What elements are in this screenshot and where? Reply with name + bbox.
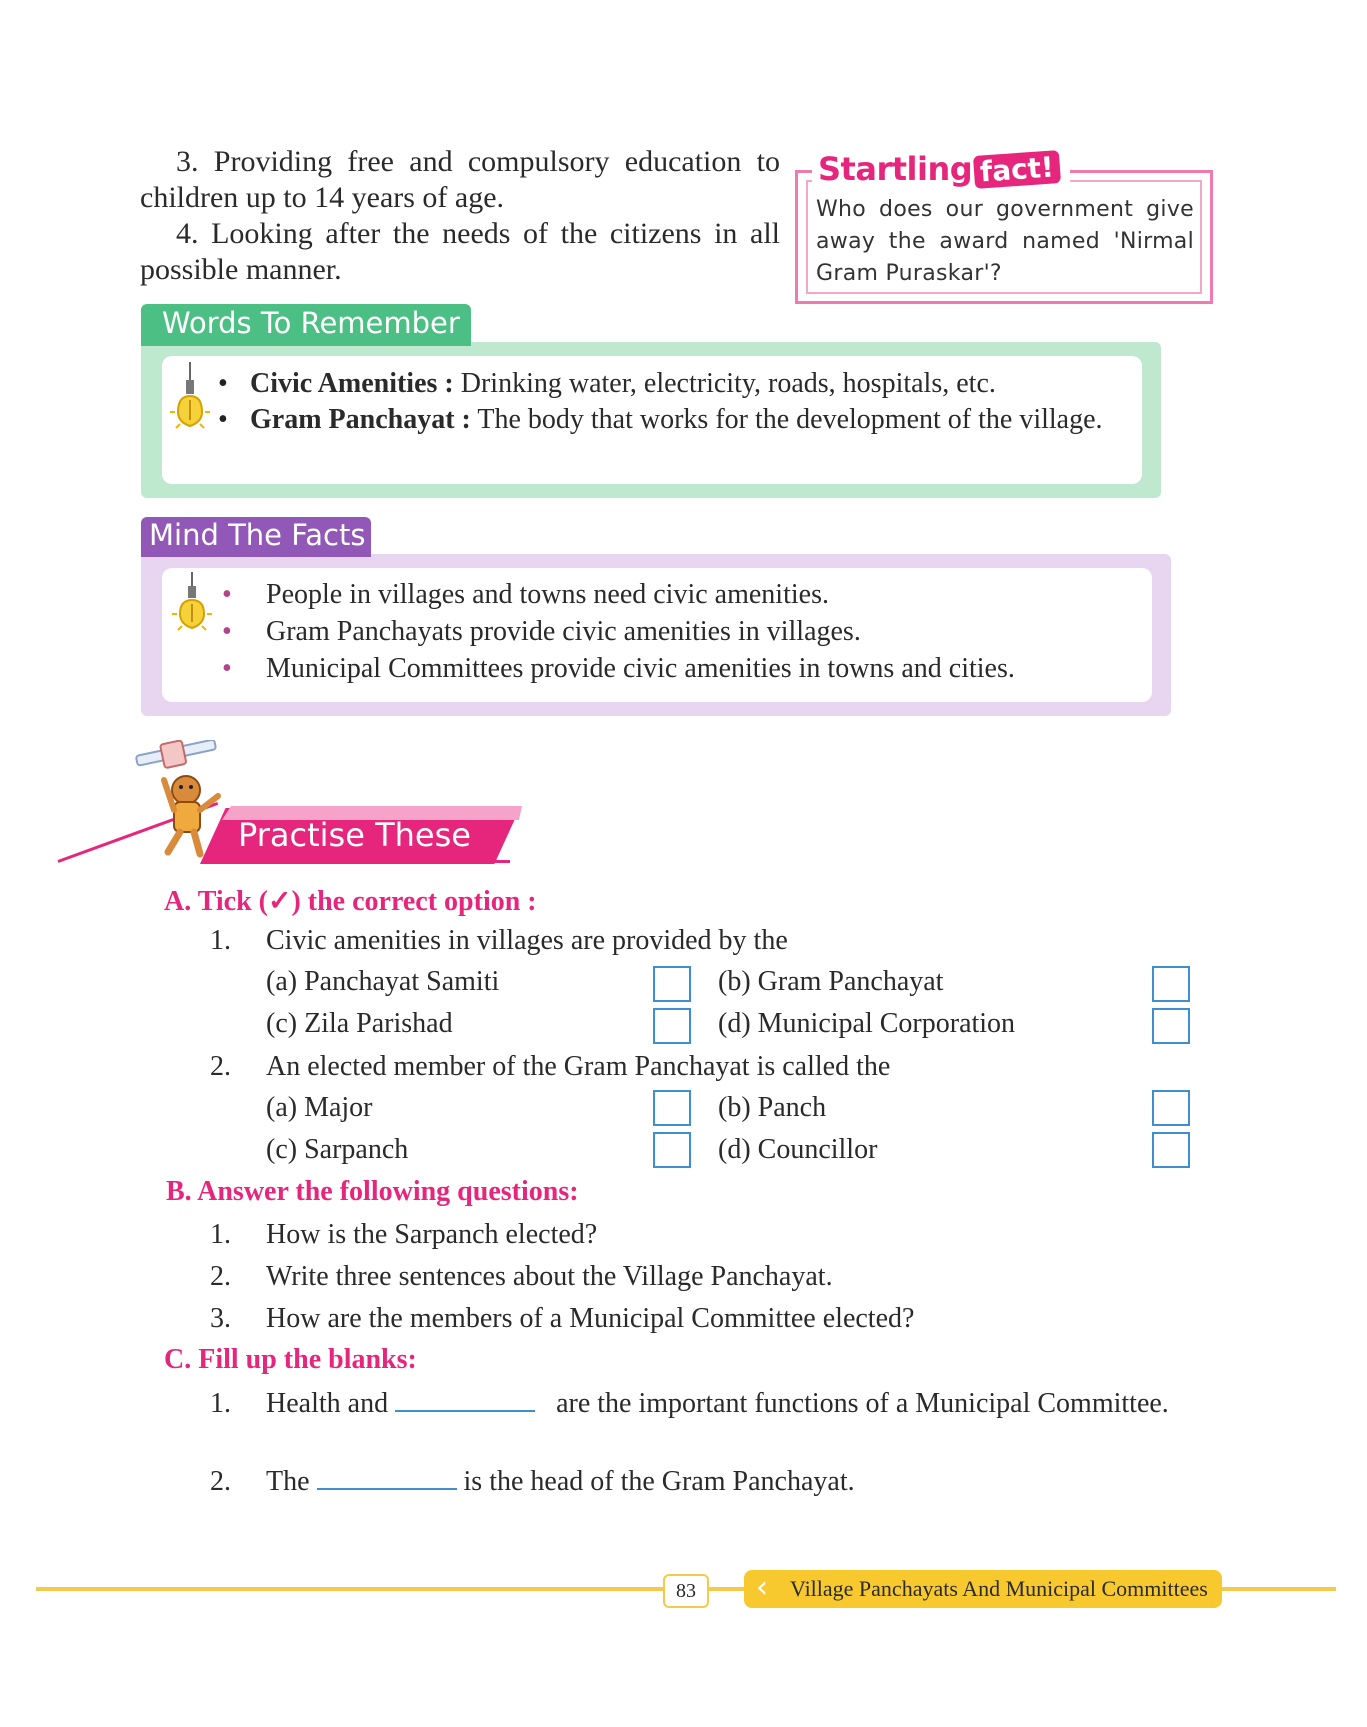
- mind-the-facts-title: Mind The Facts: [149, 518, 366, 552]
- term: Gram Panchayat :: [250, 404, 471, 435]
- question-number: 1.: [210, 925, 231, 956]
- intro-point-3: 3. Providing free and compulsory education to children up to 14 years of age.: [140, 145, 780, 214]
- checkbox-a1-a[interactable]: [653, 966, 691, 1002]
- words-to-remember-title: Words To Remember: [162, 306, 460, 340]
- question-a2: [210, 1050, 890, 1084]
- practise-title: Practise These: [238, 816, 471, 854]
- fact-title-badge: fact!: [973, 150, 1061, 189]
- question-text: How is the Sarpanch elected?: [266, 1219, 598, 1250]
- question-c2: [210, 1464, 855, 1499]
- intro-paragraphs: [140, 144, 780, 288]
- question-number: 2.: [210, 1261, 231, 1292]
- option-a2-d: (d) Councillor: [718, 1134, 878, 1165]
- question-text: An elected member of the Gram Panchayat is called the: [266, 1051, 891, 1082]
- blank-before-text: Health and: [266, 1388, 389, 1419]
- question-c1: [210, 1386, 1226, 1422]
- question-number: 1.: [210, 1219, 231, 1250]
- section-c-heading: C. Fill up the blanks:: [164, 1344, 417, 1375]
- question-b2: [210, 1260, 833, 1294]
- checkbox-a2-b[interactable]: [1152, 1090, 1190, 1126]
- blank-field[interactable]: [317, 1464, 457, 1490]
- option-a1-b: (b) Gram Panchayat: [718, 966, 944, 997]
- list-item: • Municipal Committees provide civic amenities in towns and cities.: [222, 650, 1142, 687]
- chevron-left-icon: ‹: [756, 1570, 768, 1605]
- blank-before-text: The: [266, 1466, 310, 1497]
- lightbulb-icon: [168, 362, 212, 442]
- chapter-title: Village Panchayats And Municipal Committees: [790, 1576, 1208, 1601]
- checkbox-a1-d[interactable]: [1152, 1008, 1190, 1044]
- page-number: 83: [663, 1574, 709, 1608]
- mind-the-facts-list: [222, 576, 1142, 687]
- question-number: 2.: [210, 1051, 231, 1082]
- intro-point-4: 4. Looking after the needs of the citizens in all possible manner.: [140, 217, 780, 286]
- question-number: 3.: [210, 1303, 231, 1334]
- section-b-heading: B. Answer the following questions:: [166, 1176, 579, 1207]
- fact-box-title: [812, 146, 1070, 192]
- question-text: How are the members of a Municipal Committee elected?: [266, 1303, 915, 1334]
- checkbox-a2-d[interactable]: [1152, 1132, 1190, 1168]
- list-item: • People in villages and towns need civic amenities.: [222, 576, 1142, 613]
- blank-after-text: are the important functions of a Municipal Committee.: [556, 1388, 1169, 1419]
- option-a1-c: (c) Zila Parishad: [266, 1008, 453, 1039]
- question-number: 2.: [210, 1466, 231, 1497]
- question-text: Write three sentences about the Village Panchayat.: [266, 1261, 833, 1292]
- checkbox-a1-c[interactable]: [653, 1008, 691, 1044]
- checkbox-a2-c[interactable]: [653, 1132, 691, 1168]
- checkbox-a1-b[interactable]: [1152, 966, 1190, 1002]
- fact-box-text: Who does our government give away the award named 'Nirmal Gram Puraskar'?: [816, 197, 1194, 286]
- option-a2-c: (c) Sarpanch: [266, 1134, 409, 1165]
- option-a2-b: (b) Panch: [718, 1092, 827, 1123]
- section-a-heading: A. Tick (✓) the correct option :: [164, 886, 537, 917]
- option-a2-a: (a) Major: [266, 1092, 373, 1123]
- blank-after-text: is the head of the Gram Panchayat.: [463, 1466, 855, 1497]
- term: Civic Amenities :: [250, 368, 454, 399]
- list-item: • Gram Panchayats provide civic amenities in villages.: [222, 613, 1142, 650]
- definition: The body that works for the development of the village.: [477, 404, 1103, 435]
- question-text: Civic amenities in villages are provided by the: [266, 925, 788, 956]
- definition: Drinking water, electricity, roads, hospitals, etc.: [460, 368, 996, 399]
- option-a1-d: (d) Municipal Corporation: [718, 1008, 1016, 1039]
- question-number: 1.: [210, 1388, 231, 1419]
- question-b1: [210, 1218, 597, 1252]
- question-b3: [210, 1302, 914, 1336]
- words-to-remember-list: [218, 366, 1130, 438]
- fact-title-word: Startling: [818, 150, 973, 188]
- list-item: [218, 402, 1130, 438]
- mascot-plane-icon: [134, 740, 234, 860]
- checkbox-a2-a[interactable]: [653, 1090, 691, 1126]
- blank-field[interactable]: [395, 1386, 535, 1412]
- question-a1: [210, 924, 788, 958]
- list-item: [218, 366, 1130, 402]
- lightbulb-icon: [170, 572, 214, 652]
- option-a1-a: (a) Panchayat Samiti: [266, 966, 500, 997]
